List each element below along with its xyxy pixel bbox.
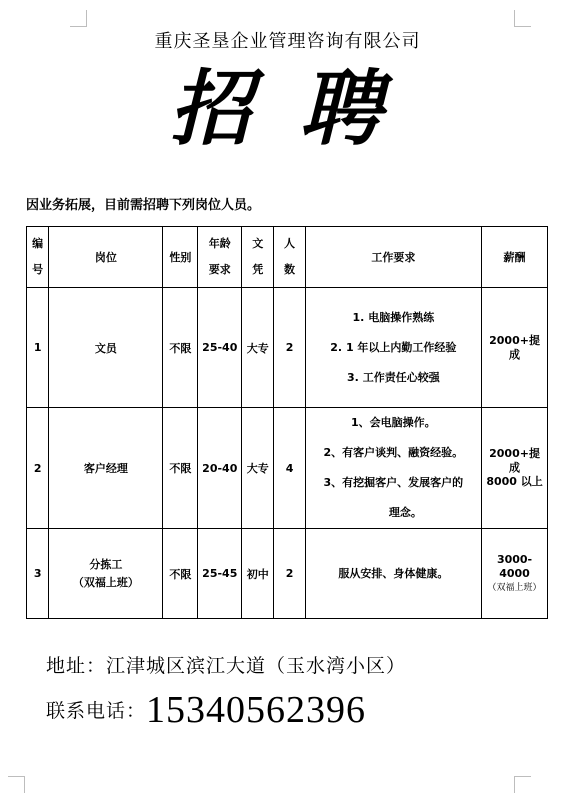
cell-education: 大专 bbox=[242, 408, 274, 529]
cell-salary: 2000+提成 8000 以上 bbox=[482, 408, 548, 529]
col-header-age: 年龄 要求 bbox=[198, 227, 242, 288]
col-header-gender: 性别 bbox=[163, 227, 198, 288]
col-header-count: 人 数 bbox=[274, 227, 305, 288]
cell-salary: 3000-4000 （双福上班） bbox=[482, 529, 548, 619]
table-header-row bbox=[27, 227, 548, 288]
cell-id: 1 bbox=[27, 288, 49, 408]
requirement-item: 理念。 bbox=[388, 506, 422, 519]
cell-requirements bbox=[305, 529, 481, 619]
page-corner-mark bbox=[514, 776, 531, 793]
cell-gender: 不限 bbox=[163, 288, 198, 408]
cell-salary: 2000+提成 bbox=[482, 288, 548, 408]
cell-count: 4 bbox=[274, 408, 305, 529]
cell-gender: 不限 bbox=[163, 408, 198, 529]
cell-education: 大专 bbox=[242, 288, 274, 408]
company-name: 重庆圣垦企业管理咨询有限公司 bbox=[154, 31, 421, 52]
cell-id: 2 bbox=[27, 408, 49, 529]
cell-count: 2 bbox=[274, 529, 305, 619]
cell-requirements bbox=[305, 408, 481, 529]
phone-number: 15340562396 bbox=[146, 689, 367, 731]
requirement-item: 3、有挖掘客户、发展客户的 bbox=[323, 476, 464, 489]
cell-age: 25-40 bbox=[198, 288, 242, 408]
col-header-position: 岗位 bbox=[49, 227, 163, 288]
phone-line bbox=[46, 688, 366, 732]
headline: 招聘 bbox=[169, 61, 430, 157]
phone-label: 联系电话： bbox=[46, 700, 147, 722]
cell-count: 2 bbox=[274, 288, 305, 408]
table-row bbox=[27, 408, 548, 529]
cell-position: 文员 bbox=[49, 288, 163, 408]
cell-requirements bbox=[305, 288, 481, 408]
requirement-item: 1. 电脑操作熟练 bbox=[352, 310, 435, 324]
requirement-item: 3. 工作责任心较强 bbox=[347, 370, 440, 384]
col-header-requirements: 工作要求 bbox=[305, 227, 481, 288]
cell-age: 20-40 bbox=[198, 408, 242, 529]
requirement-item: 服从安排、身体健康。 bbox=[338, 566, 449, 580]
col-header-education: 文 凭 bbox=[242, 227, 274, 288]
requirement-item: 2、有客户谈判、融资经验。 bbox=[323, 446, 464, 459]
table-row bbox=[27, 288, 548, 408]
page-corner-mark bbox=[8, 776, 25, 793]
cell-education: 初中 bbox=[242, 529, 274, 619]
intro-text: 因业务拓展，目前需招聘下列岗位人员。 bbox=[26, 198, 261, 213]
table-row bbox=[27, 529, 548, 619]
col-header-id: 编 号 bbox=[27, 227, 49, 288]
page-corner-mark bbox=[514, 10, 531, 27]
page-corner-mark bbox=[70, 10, 87, 27]
jobs-table bbox=[26, 226, 548, 619]
cell-age: 25-45 bbox=[198, 529, 242, 619]
address-line: 地址：江津城区滨江大道（玉水湾小区） bbox=[46, 655, 407, 677]
cell-id: 3 bbox=[27, 529, 49, 619]
requirement-item: 1、会电脑操作。 bbox=[351, 416, 436, 429]
cell-position: 分拣工 （双福上班） bbox=[49, 529, 163, 619]
cell-gender: 不限 bbox=[163, 529, 198, 619]
col-header-salary: 薪酬 bbox=[482, 227, 548, 288]
requirement-item: 2. 1 年以上内勤工作经验 bbox=[330, 340, 457, 354]
cell-position: 客户经理 bbox=[49, 408, 163, 529]
